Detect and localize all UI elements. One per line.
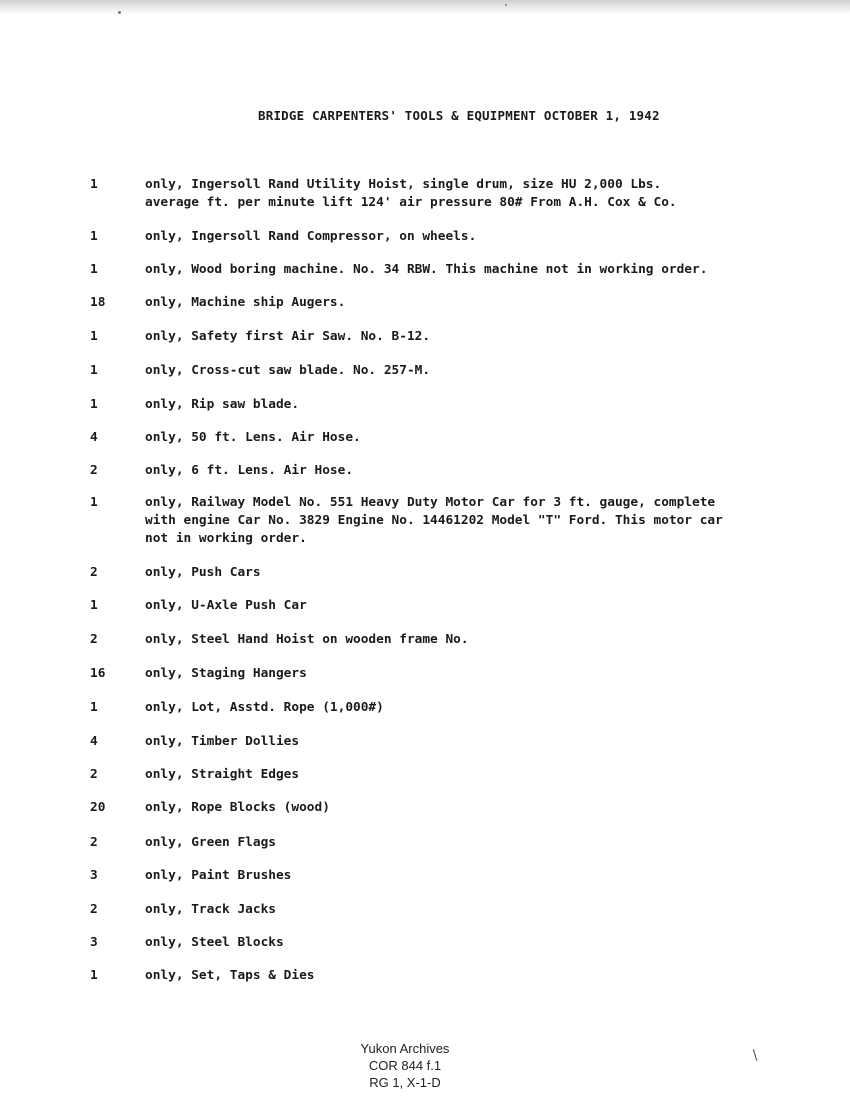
- item-description: only, Straight Edges: [145, 767, 300, 782]
- item-description: only, 6 ft. Lens. Air Hose.: [145, 463, 354, 478]
- scan-edge-shadow: [0, 0, 850, 14]
- item-quantity: 20: [90, 800, 106, 815]
- item-quantity: 1: [90, 363, 98, 378]
- item-description: only, Green Flags: [145, 835, 276, 850]
- item-description: only, Wood boring machine. No. 34 RBW. This machine not in working order.: [145, 262, 708, 277]
- item-quantity: 1: [90, 700, 98, 715]
- item-quantity: 1: [90, 329, 98, 344]
- item-quantity: 2: [90, 835, 98, 850]
- item-quantity: 1: [90, 177, 98, 192]
- item-quantity: 2: [90, 632, 98, 647]
- archive-collection-ref: COR 844 f.1: [368, 1058, 442, 1073]
- item-description: only, Rip saw blade.: [145, 397, 300, 412]
- item-quantity: 1: [90, 262, 98, 277]
- scan-speck: [118, 11, 121, 14]
- item-description: only, Paint Brushes: [145, 868, 292, 883]
- item-quantity: 1: [90, 397, 98, 412]
- item-description: only, Push Cars: [145, 565, 261, 580]
- item-description: only, Staging Hangers: [145, 666, 307, 681]
- archive-reference: [330, 1040, 480, 1091]
- item-quantity: 2: [90, 902, 98, 917]
- item-description: only, Track Jacks: [145, 902, 276, 917]
- item-description: only, Cross-cut saw blade. No. 257-M.: [145, 363, 431, 378]
- item-description: only, Steel Hand Hoist on wooden frame No.: [145, 632, 469, 647]
- item-description: only, Railway Model No. 551 Heavy Duty Motor Car for 3 ft. gauge, complete with engine Car No. 3829 Engine No. 14461202 Model "T" Ford. This motor car not in working order.: [145, 495, 723, 546]
- item-description: only, U-Axle Push Car: [145, 598, 307, 613]
- item-quantity: 3: [90, 868, 98, 883]
- item-quantity: 4: [90, 734, 98, 749]
- pen-mark: ∖: [750, 1048, 759, 1064]
- item-quantity: 1: [90, 968, 98, 983]
- item-quantity: 3: [90, 935, 98, 950]
- archive-record-group: RG 1, X-1-D: [369, 1075, 441, 1090]
- item-quantity: 2: [90, 767, 98, 782]
- item-quantity: 2: [90, 463, 98, 478]
- item-description: only, Ingersoll Rand Utility Hoist, single drum, size HU 2,000 Lbs. average ft. per minute lift 124' air pressure 80# From A.H. Cox & Co.: [145, 177, 677, 210]
- item-description: only, Rope Blocks (wood): [145, 800, 330, 815]
- item-quantity: 4: [90, 430, 98, 445]
- item-quantity: 16: [90, 666, 106, 681]
- item-quantity: 1: [90, 598, 98, 613]
- item-description: only, Safety first Air Saw. No. B-12.: [145, 329, 431, 344]
- archive-name: Yukon Archives: [360, 1041, 450, 1056]
- item-description: only, Timber Dollies: [145, 734, 300, 749]
- item-description: only, Set, Taps & Dies: [145, 968, 315, 983]
- item-description: only, Ingersoll Rand Compressor, on wheels.: [145, 229, 477, 244]
- scan-speck: [505, 4, 507, 6]
- item-quantity: 1: [90, 495, 98, 510]
- item-description: only, 50 ft. Lens. Air Hose.: [145, 430, 361, 445]
- item-quantity: 1: [90, 229, 98, 244]
- item-description: only, Machine ship Augers.: [145, 295, 346, 310]
- item-description: only, Steel Blocks: [145, 935, 284, 950]
- item-quantity: 18: [90, 295, 106, 310]
- item-quantity: 2: [90, 565, 98, 580]
- document-title: BRIDGE CARPENTERS' TOOLS & EQUIPMENT OCTOBER 1, 1942: [258, 108, 660, 123]
- item-description: only, Lot, Asstd. Rope (1,000#): [145, 700, 384, 715]
